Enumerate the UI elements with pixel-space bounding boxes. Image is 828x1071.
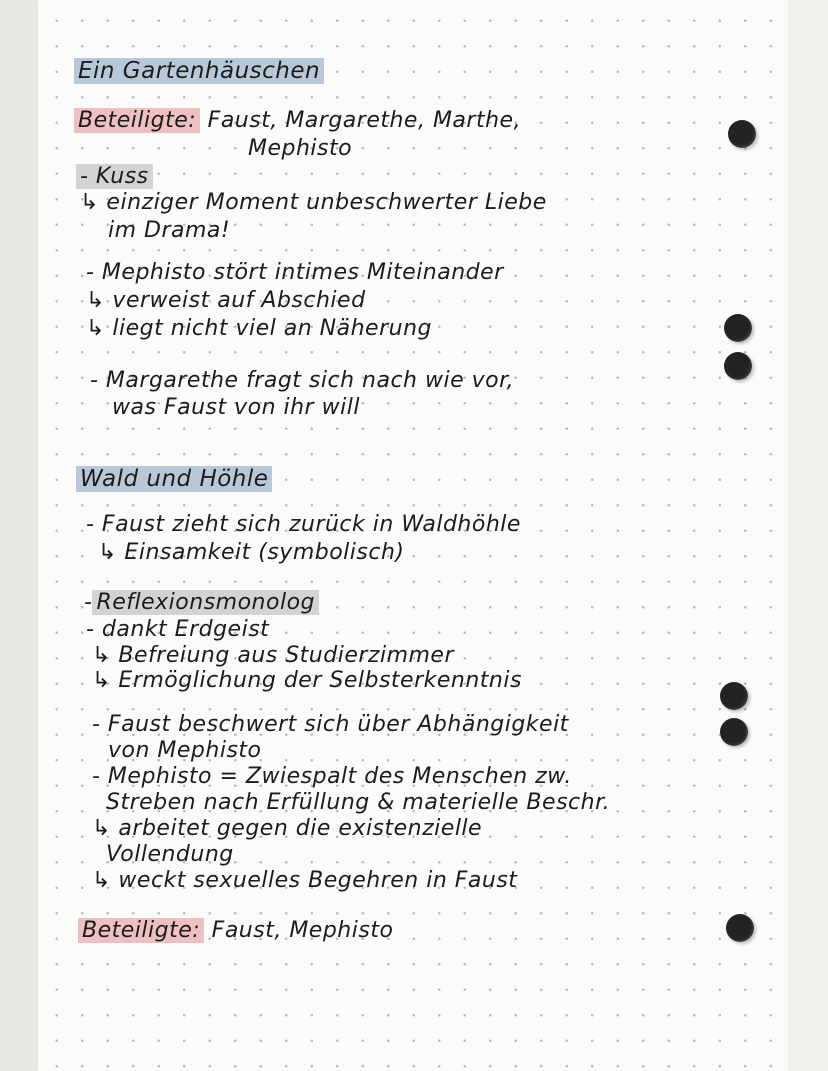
note-line: - Faust zieht sich zurück in Waldhöhle (86, 512, 521, 537)
participants-line (74, 108, 521, 133)
note-line: ↳ Ermöglichung der Selbsterkenntnis (92, 668, 522, 693)
section-title (76, 466, 272, 492)
note-line: Streben nach Erfüllung & materielle Beschr. (106, 790, 611, 815)
kuss-label: - Kuss (76, 164, 153, 189)
participants-line-2: Mephisto (248, 136, 353, 161)
section-title (74, 58, 324, 84)
binder-hole (728, 120, 756, 148)
note-line: von Mephisto (108, 738, 262, 763)
binder-hole (724, 314, 752, 342)
note-line: ↳ Befreiung aus Studierzimmer (92, 643, 455, 668)
note-line: ↳ Einsamkeit (symbolisch) (98, 540, 405, 565)
note-line: - dankt Erdgeist (86, 617, 270, 642)
participants-label: Beteiligte: (78, 918, 204, 943)
note-line: ↳ einziger Moment unbeschwerter Liebe (80, 190, 547, 215)
note-line: im Drama! (108, 218, 231, 243)
section-title-text: Wald und Höhle (76, 466, 272, 492)
note-line: was Faust von ihr will (112, 395, 360, 420)
participants-names: Faust, Mephisto (211, 918, 394, 943)
note-line: - Margarethe fragt sich nach wie vor, (90, 368, 515, 393)
note-line: ↳ arbeitet gegen die existenzielle (92, 816, 483, 841)
note-line: ↳ liegt nicht viel an Näherung (86, 316, 432, 341)
reflexion-dash: - (84, 590, 93, 615)
participants-line (78, 918, 393, 943)
binder-hole (726, 914, 754, 942)
note-line: - Faust beschwert sich über Abhängigkeit (92, 712, 569, 737)
note-line: ↳ weckt sexuelles Begehren in Faust (92, 868, 518, 893)
binder-hole (720, 682, 748, 710)
notebook-page (38, 0, 788, 1071)
reflexion-label: Reflexionsmonolog (92, 590, 319, 615)
section-title-text: Ein Gartenhäuschen (74, 58, 324, 84)
note-line: - Mephisto = Zwiespalt des Menschen zw. (92, 764, 572, 789)
participants-label: Beteiligte: (74, 108, 200, 133)
note-line (84, 590, 319, 615)
page-edge (788, 0, 828, 1071)
binder-hole (720, 718, 748, 746)
binder-hole (724, 352, 752, 380)
note-line: ↳ verweist auf Abschied (86, 288, 366, 313)
note-line: - Mephisto stört intimes Miteinander (86, 260, 504, 285)
participants-names: Faust, Margarethe, Marthe, (207, 108, 522, 133)
note-line (76, 164, 153, 189)
note-line: Vollendung (106, 842, 234, 867)
